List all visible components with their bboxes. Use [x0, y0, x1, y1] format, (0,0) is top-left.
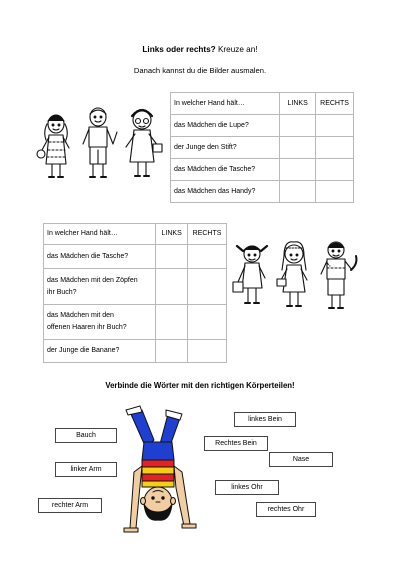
table-2-row-question: das Mädchen mit den offenen Haaren ihr Buch?	[44, 305, 156, 340]
rechts-checkbox-cell[interactable]	[188, 340, 227, 363]
rechts-checkbox-cell[interactable]	[188, 269, 227, 305]
table-1-row-question: das Mädchen die Tasche?	[171, 159, 280, 181]
word-box-rechtes-bein[interactable]: Rechtes Bein	[204, 436, 268, 451]
word-box-linkes-bein[interactable]: linkes Bein	[234, 412, 296, 427]
table-row	[171, 181, 354, 203]
table-row	[171, 159, 354, 181]
links-checkbox-cell[interactable]	[156, 305, 188, 340]
table-1-row-question: das Mädchen das Handy?	[171, 181, 280, 203]
links-checkbox-cell[interactable]	[280, 159, 316, 181]
handstand-child-illustration	[120, 406, 204, 540]
table-2-header-links: LINKS	[156, 224, 188, 245]
links-checkbox-cell[interactable]	[156, 340, 188, 363]
links-checkbox-cell[interactable]	[156, 245, 188, 269]
rechts-checkbox-cell[interactable]	[316, 159, 354, 181]
hand-question-table-2	[43, 223, 227, 363]
worksheet-subtitle: Danach kannst du die Bilder ausmalen.	[133, 66, 267, 75]
table-row	[44, 245, 227, 269]
table-2-row-question: der Junge die Banane?	[44, 340, 156, 363]
table-2-row-question: das Mädchen mit den Zöpfen ihr Buch?	[44, 269, 156, 305]
table-row	[44, 269, 227, 305]
word-box-rechtes-ohr[interactable]: rechtes Ohr	[256, 502, 316, 517]
table-1-header-rechts: RECHTS	[316, 93, 354, 115]
table-row	[44, 305, 227, 340]
table-2-row-question: das Mädchen die Tasche?	[44, 245, 156, 269]
word-box-bauch[interactable]: Bauch	[55, 428, 117, 443]
children-group-2-illustration	[232, 236, 362, 314]
table-1-row-question: der Junge den Stift?	[171, 137, 280, 159]
links-checkbox-cell[interactable]	[280, 181, 316, 203]
word-box-nase[interactable]: Nase	[269, 452, 333, 467]
children-group-1-illustration	[38, 102, 168, 182]
table-row	[171, 137, 354, 159]
rechts-checkbox-cell[interactable]	[316, 137, 354, 159]
word-box-linker-arm[interactable]: linker Arm	[55, 462, 117, 477]
word-box-rechter-arm[interactable]: rechter Arm	[38, 498, 102, 513]
table-2-header-question: In welcher Hand hält…	[44, 224, 156, 245]
links-checkbox-cell[interactable]	[280, 137, 316, 159]
word-box-linkes-ohr[interactable]: linkes Ohr	[215, 480, 279, 495]
worksheet-title: Links oder rechts? Kreuze an!	[142, 45, 258, 54]
table-1-header-links: LINKS	[280, 93, 316, 115]
table-1-row-question: das Mädchen die Lupe?	[171, 115, 280, 137]
body-parts-title: Verbinde die Wörter mit den richtigen Körperteilen!	[105, 381, 295, 390]
rechts-checkbox-cell[interactable]	[188, 245, 227, 269]
links-checkbox-cell[interactable]	[280, 115, 316, 137]
table-1-header-question: In welcher Hand hält…	[171, 93, 280, 115]
rechts-checkbox-cell[interactable]	[316, 115, 354, 137]
table-row	[44, 340, 227, 363]
hand-question-table-1	[170, 92, 354, 203]
rechts-checkbox-cell[interactable]	[316, 181, 354, 203]
links-checkbox-cell[interactable]	[156, 269, 188, 305]
table-row	[171, 115, 354, 137]
rechts-checkbox-cell[interactable]	[188, 305, 227, 340]
table-2-header-rechts: RECHTS	[188, 224, 227, 245]
